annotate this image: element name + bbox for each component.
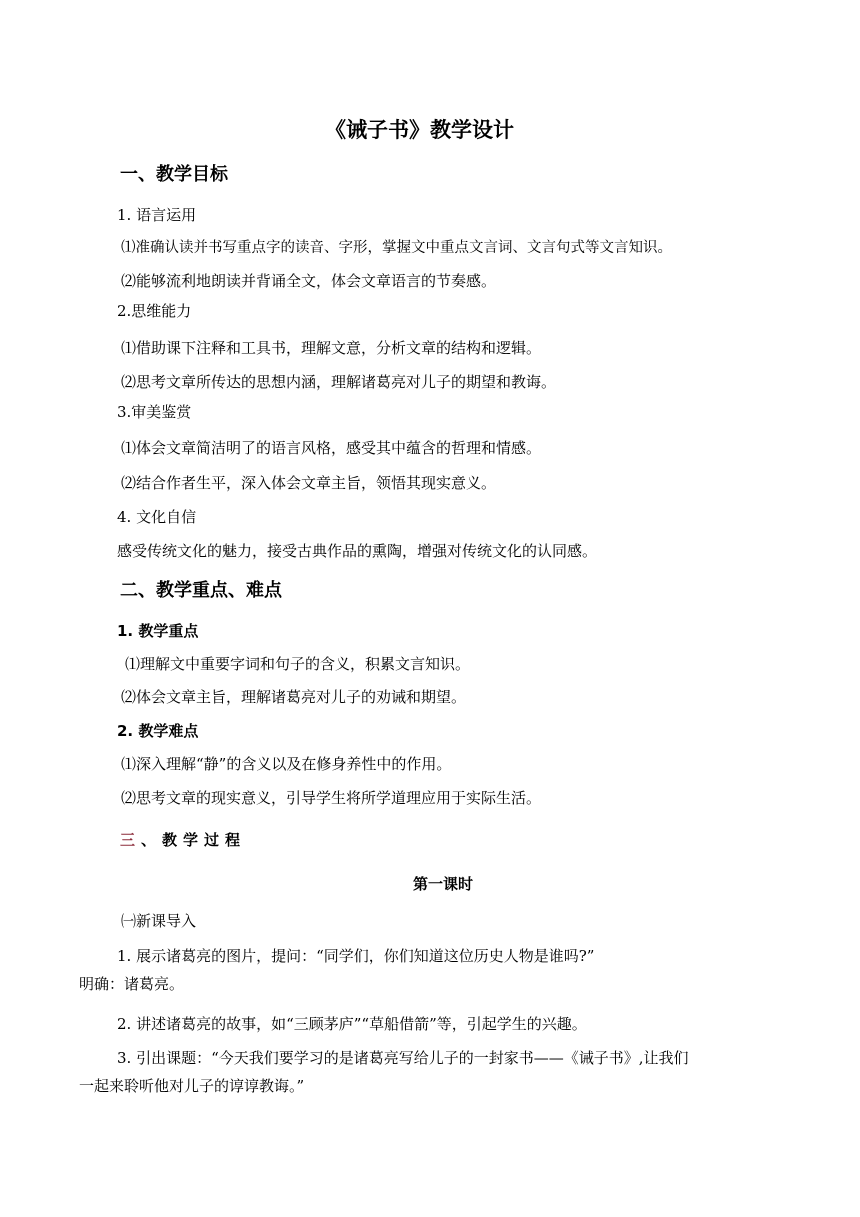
objective4-label: 4. 文化自信 [117,508,197,526]
document-title: 《诫子书》教学设计 [325,118,514,142]
key-point1: ⑴理解文中重要字词和句子的含义，积累文言知识。 [125,655,471,673]
objective2-point2: ⑵思考文章所传达的思想内涵，理解诸葛亮对儿子的期望和教诲。 [121,373,557,391]
step1-text: 1. 展示诸葛亮的图片，提问：“同学们，你们知道这位历史人物是谁吗?” [117,947,595,965]
objective2-label: 2.思维能力 [117,302,192,320]
objective1-label: 1. 语言运用 [117,206,197,224]
difficult-point1: ⑴深入理解“静”的含义以及在修身养性中的作用。 [121,755,452,773]
objective1-point1: ⑴准确认读并书写重点字的读音、字形，掌握文中重点文言词、文言句式等文言知识。 [121,240,672,256]
step1-answer: 明确：诸葛亮。 [79,975,185,993]
key-points-heading: 1. 教学重点 [117,622,199,640]
objective3-point2: ⑵结合作者生平，深入体会文章主旨，领悟其现实意义。 [121,474,497,492]
section1-heading: 一、教学目标 [120,164,228,185]
difficult-point2: ⑵思考文章的现实意义，引导学生将所学道理应用于实际生活。 [121,789,542,807]
section2-heading: 二、教学重点、难点 [120,580,282,601]
objective2-point1: ⑴借助课下注释和工具书，理解文意，分析文章的结构和逻辑。 [121,339,542,357]
step2-text: 2. 讲述诸葛亮的故事，如“三顾茅庐”“草船借箭”等，引起学生的兴趣。 [117,1015,587,1033]
section3-heading [120,829,246,850]
step3-text-line1: 3. 引出课题：“今天我们要学习的是诸葛亮写给儿子的一封家书——《诫子书》,让我们 [117,1049,689,1067]
objective3-label: 3.审美鉴赏 [117,403,192,421]
key-point2: ⑵体会文章主旨，理解诸葛亮对儿子的劝诫和期望。 [121,688,467,706]
part1-heading: ㈠新课导入 [121,912,197,930]
step3-text-line2: 一起来聆听他对儿子的谆谆教诲。” [79,1077,305,1095]
section3-heading-text: 、教学过程 [141,831,247,849]
objective3-point1: ⑴体会文章简洁明了的语言风格，感受其中蕴含的哲理和情感。 [121,439,542,457]
section3-heading-number: 三 [120,831,142,849]
objective4-point1: 感受传统文化的魅力，接受古典作品的熏陶，增强对传统文化的认同感。 [117,542,598,560]
objective1-point2: ⑵能够流利地朗读并背诵全文，体会文章语言的节奏感。 [121,272,497,290]
lesson-heading: 第一课时 [413,875,474,893]
difficult-points-heading: 2. 教学难点 [117,722,199,740]
